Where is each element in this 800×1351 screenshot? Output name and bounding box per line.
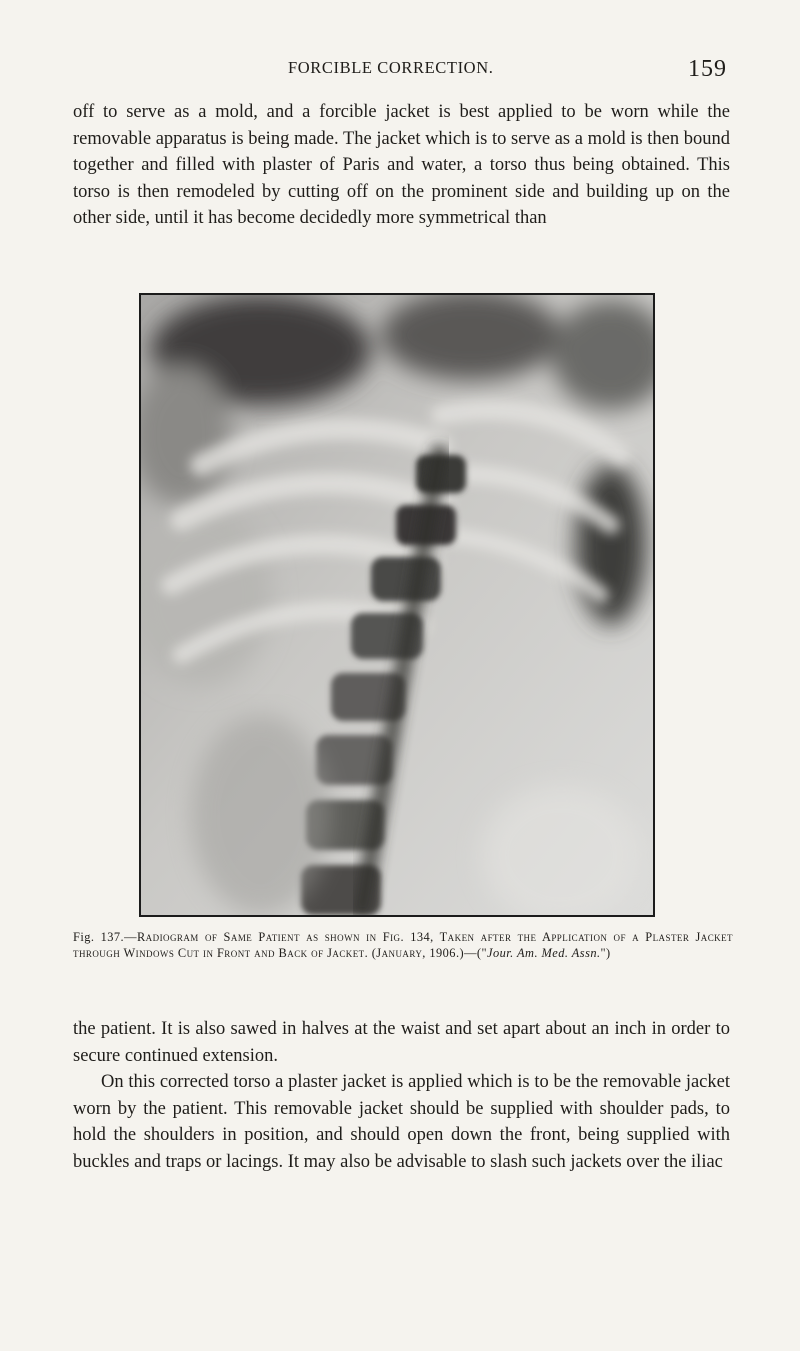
page-number: 159 bbox=[688, 56, 727, 82]
caption-end: ") bbox=[600, 946, 611, 961]
caption-citation: Jour. Am. Med. Assn. bbox=[487, 946, 601, 961]
paragraph-text: the patient. It is also sawed in halves at the waist and set apart about an inch in order to secure continued extension. bbox=[73, 1019, 730, 1066]
caption-text: —Radiogram of Same Patient as shown in Fig. 134, Taken after the Application of a Plaster Jacket through Windows Cut in Front and Back of Jacket. (January, 1906.)—(" bbox=[73, 930, 734, 961]
body-paragraph-bottom bbox=[73, 1016, 730, 1176]
running-head-title: FORCIBLE CORRECTION. bbox=[288, 58, 494, 77]
running-head bbox=[0, 56, 800, 86]
paragraph-text: off to serve as a mold, and a forcible jacket is best applied to be worn while the removable apparatus is being made. The jacket which is to serve as a mold is then bound together and filled with plaster of Paris and water, a torso thus being obtained. This torso is then remodeled by cutting off on the prominent side and building up on the other side, until it has become decidedly more symmetrical than bbox=[73, 102, 730, 229]
paragraph-text: On this corrected torso a plaster jacket is applied which is to be the removable jacket worn by the patient. This removable jacket should be supplied with shoulder pads, to hold the shoulders in position, and should open down the front, being supplied with buckles and traps or lacings. It may also be advisable to slash such jackets over the iliac bbox=[73, 1072, 730, 1172]
body-paragraph-top bbox=[73, 99, 730, 232]
radiogram-image bbox=[141, 295, 653, 915]
figure-caption bbox=[73, 929, 733, 961]
radiogram-figure bbox=[139, 293, 655, 917]
figure-label: Fig. 137. bbox=[73, 930, 125, 944]
